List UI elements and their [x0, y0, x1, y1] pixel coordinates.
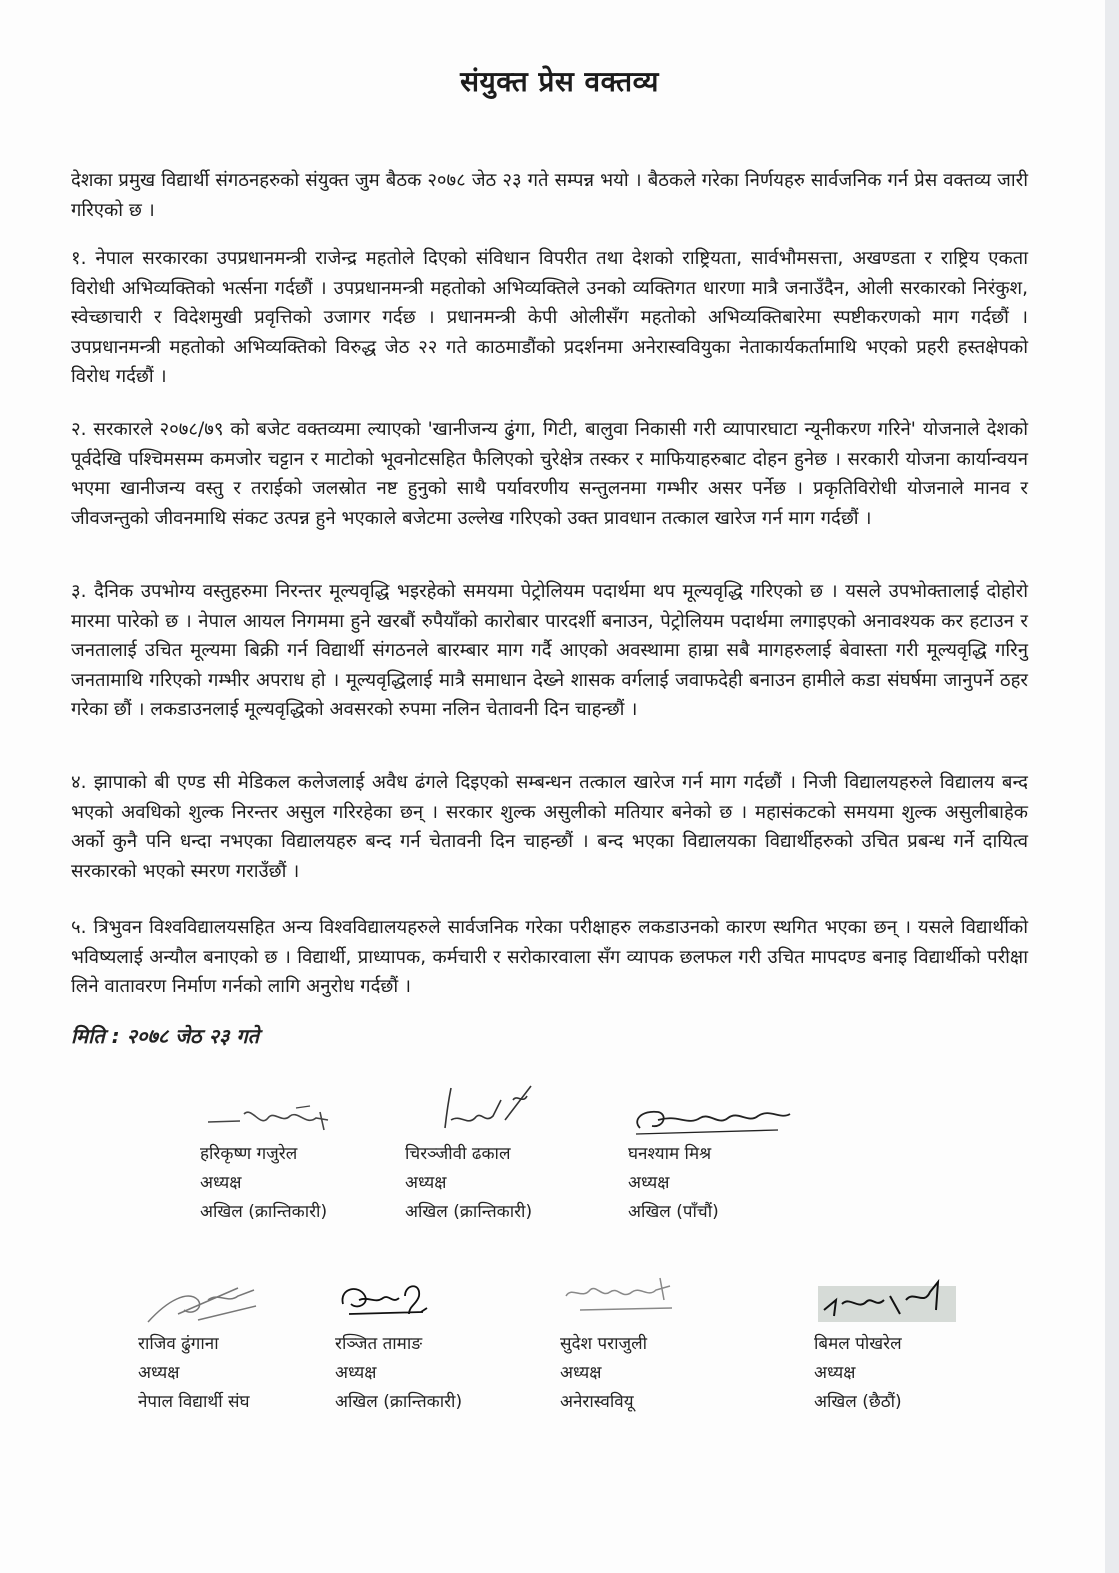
- handwritten-signature: [560, 1270, 700, 1330]
- signatory-title: अध्यक्ष: [560, 1363, 602, 1383]
- handwritten-signature: [628, 1098, 808, 1140]
- signatory-title: अध्यक्ष: [814, 1363, 856, 1383]
- signatory-4: [138, 1270, 268, 1417]
- handwritten-signature: [200, 1100, 350, 1140]
- point-5-paragraph: ५. त्रिभुवन विश्वविद्यालयसहित अन्य विश्वविद्यालयहरुले सार्वजनिक गरेका परीक्षाहरु लकडाउनको कारण स्थगित भएका छन् । यसले विद्यार्थीको भविष्यलाई अन्यौल बनाएको छ । विद्यार्थी, प्राध्यापक, कर्मचारी र सरोकारवाला सँग व्यापक छलफल गरी उचित मापदण्ड बनाइ विद्यार्थीको परीक्षा लिने वातावरण निर्माण गर्नको लागि अनुरोध गर्दछौं ।: [71, 917, 1028, 997]
- page-edge: [1105, 0, 1119, 1573]
- signatory-name: रञ्जित तामाङ: [335, 1334, 423, 1354]
- handwritten-signature: [814, 1270, 959, 1330]
- signatory-6: [560, 1270, 700, 1417]
- signatory-title: अध्यक्ष: [335, 1363, 377, 1383]
- signatory-name: घनश्याम मिश्र: [628, 1144, 712, 1164]
- point-2-paragraph: २. सरकारले २०७८/७९ को बजेट वक्तव्यमा ल्याएको 'खानीजन्य ढुंगा, गिटी, बालुवा निकासी गरी व्यापारघाटा न्यूनीकरण गरिने' योजनाले देशको पूर्वदेखि पश्चिमसम्म कमजोर चट्टान र माटोको भूवनोटसहित फैलिएको चुरेक्षेत्र तस्कर र माफियाहरुबाट दोहन हुनेछ । सरकारी योजना कार्यान्वयन भएमा खानीजन्य वस्तु र तराईको जलस्रोत नष्ट हुनुको साथै पर्यावरणीय सन्तुलनमा गम्भीर असर पर्नेछ । प्रकृतिविरोधी योजनाले मानव र जीवजन्तुको जीवनमाथि संकट उत्पन्न हुने भएकाले बजेटमा उल्लेख गरिएको उक्त प्रावधान तत्काल खारेज गर्न माग गर्दछौं ।: [71, 419, 1028, 529]
- point-1-paragraph: १. नेपाल सरकारका उपप्रधानमन्त्री राजेन्द्र महतोले दिएको संविधान विपरीत तथा देशको राष्ट्रियता, सार्वभौमसत्ता, अखण्डता र राष्ट्रिय एकता विरोधी अभिव्यक्तिको भर्त्सना गर्दछौं । उपप्रधानमन्त्री महतोको अभिव्यक्तिले उनको व्यक्तिगत धारणा मात्रै जनाउँदैन, ओली सरकारको निरंकुश, स्वेच्छाचारी र विदेशमुखी प्रवृत्तिको उजागर गर्दछ । प्रधानमन्त्री केपी ओलीसँग महतोको अभिव्यक्तिबारेमा स्पष्टीकरणको माग गर्दछौं । उपप्रधानमन्त्री महतोको अभिव्यक्तिको विरुद्ध जेठ २२ गते काठमाडौंको प्रदर्शनमा अनेरास्ववियुका नेताकार्यकर्तामाथि भएको प्रहरी हस्तक्षेपको विरोध गर्दछौं ।: [71, 248, 1028, 387]
- handwritten-signature: [335, 1270, 465, 1330]
- signatory-1: [200, 1100, 350, 1227]
- signatory-title: अध्यक्ष: [200, 1173, 242, 1193]
- point-4-paragraph: ४. झापाको बी एण्ड सी मेडिकल कलेजलाई अवैध ढंगले दिइएको सम्बन्धन तत्काल खारेज गर्न माग गर्दछौं । निजी विद्यालयहरुले विद्यालय बन्द भएको अवधिको शुल्क निरन्तर असुल गरिरहेका छन् । सरकार शुल्क असुलीको मतियार बनेको छ । महासंकटको समयमा शुल्क असुलीबाहेक अर्को कुनै पनि धन्दा नभएका विद्यालयहरु बन्द गर्न चेतावनी दिन चाहन्छौं । बन्द भएका विद्यालयका विद्यार्थीहरुको उचित प्रबन्ध गर्ने दायित्व सरकारको भएको स्मरण गराउँछौं ।: [71, 772, 1028, 882]
- signatory-2: [405, 1080, 545, 1227]
- signatory-org: अखिल (छैठौं): [814, 1392, 902, 1412]
- handwritten-signature: [138, 1270, 268, 1330]
- signatory-7: [814, 1270, 959, 1417]
- document-title: संयुक्त प्रेस वक्तव्य: [460, 65, 659, 98]
- signatory-title: अध्यक्ष: [405, 1173, 447, 1193]
- signatory-org: अखिल (पाँचौं): [628, 1202, 719, 1222]
- signatory-title: अध्यक्ष: [138, 1363, 180, 1383]
- signatory-org: अखिल (क्रान्तिकारी): [200, 1202, 328, 1222]
- statement-date: मिति : २०७८ जेठ २३ गते: [71, 1024, 260, 1048]
- signatory-org: अखिल (क्रान्तिकारी): [405, 1202, 533, 1222]
- signatory-org: अनेरास्ववियू: [560, 1392, 634, 1412]
- handwritten-signature: [405, 1080, 545, 1140]
- signatory-name: हरिकृष्ण गजुरेल: [200, 1144, 298, 1164]
- signatory-name: सुदेश पराजुली: [560, 1334, 648, 1354]
- point-3-paragraph: ३. दैनिक उपभोग्य वस्तुहरुमा निरन्तर मूल्यवृद्धि भइरहेको समयमा पेट्रोलियम पदार्थमा थप मूल्यवृद्धि गरिएको छ । यसले उपभोक्तालाई दोहोरो मारमा पारेको छ । नेपाल आयल निगममा हुने खरबौं रुपैयाँको कारोबार पारदर्शी बनाउन, पेट्रोलियम पदार्थमा लगाइएको अनावश्यक कर हटाउन र जनतालाई उचित मूल्यमा बिक्री गर्न विद्यार्थी संगठनले बारम्बार माग गर्दै आएको अवस्थामा हाम्रा सबै मागहरुलाई बेवास्ता गरी मूल्यवृद्धि गरिनु जनतामाथि गरिएको गम्भीर अपराध हो । मूल्यवृद्धिलाई मात्रै समाधान देख्ने शासक वर्गलाई जवाफदेही बनाउन हामीले कडा संघर्षमा जानुपर्ने ठहर गरेका छौं । लकडाउनलाई मूल्यवृद्धिको अवसरको रुपमा नलिन चेतावनी दिन चाहन्छौं ।: [71, 581, 1028, 720]
- signatory-title: अध्यक्ष: [628, 1173, 670, 1193]
- signatory-5: [335, 1270, 465, 1417]
- signatory-3: [628, 1098, 808, 1227]
- signatory-name: चिरञ्जीवी ढकाल: [405, 1144, 511, 1164]
- signatory-name: राजिव ढुंगाना: [138, 1334, 219, 1354]
- signatory-org: नेपाल विद्यार्थी संघ: [138, 1392, 250, 1412]
- signatory-org: अखिल (क्रान्तिकारी): [335, 1392, 463, 1412]
- intro-paragraph: देशका प्रमुख विद्यार्थी संगठनहरुको संयुक्त जुम बैठक २०७८ जेठ २३ गते सम्पन्न भयो । बैठकले गरेका निर्णयहरु सार्वजनिक गर्न प्रेस वक्तव्य जारी गरिएको छ ।: [71, 170, 1028, 221]
- signatory-name: बिमल पोखरेल: [814, 1334, 902, 1354]
